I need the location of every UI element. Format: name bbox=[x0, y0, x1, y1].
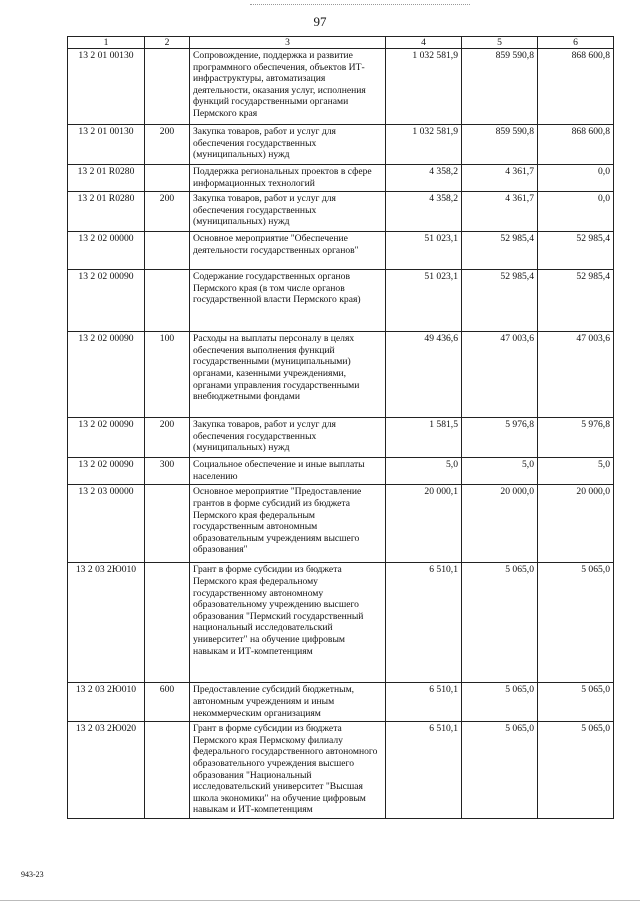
document-code: 943-23 bbox=[21, 870, 44, 879]
amount-year2-cell: 5 065,0 bbox=[462, 683, 538, 722]
amount-year3-cell: 5 065,0 bbox=[538, 683, 614, 722]
table-row bbox=[68, 485, 614, 563]
item-name-cell: Основное мероприятие "Обеспечение деятельности государственных органов" bbox=[190, 232, 386, 270]
table-row bbox=[68, 232, 614, 270]
amount-year2-cell: 4 361,7 bbox=[462, 192, 538, 232]
amount-year1-cell: 1 581,5 bbox=[386, 418, 462, 458]
amount-year3-cell: 47 003,6 bbox=[538, 332, 614, 418]
expense-type-cell: 200 bbox=[145, 418, 190, 458]
item-name-cell: Социальное обеспечение и иные выплаты населению bbox=[190, 458, 386, 485]
amount-year1-cell: 1 032 581,9 bbox=[386, 125, 462, 165]
item-name-cell: Предоставление субсидий бюджетным, автономным учреждениям и иным некоммерческим организациям bbox=[190, 683, 386, 722]
budget-code-cell: 13 2 01 00130 bbox=[68, 49, 145, 125]
amount-year1-cell: 6 510,1 bbox=[386, 683, 462, 722]
expense-type-cell bbox=[145, 232, 190, 270]
amount-year1-cell: 51 023,1 bbox=[386, 270, 462, 332]
amount-year3-cell: 20 000,0 bbox=[538, 485, 614, 563]
expense-type-cell: 200 bbox=[145, 125, 190, 165]
item-name-cell: Основное мероприятие "Предоставление грантов в форме субсидий из бюджета Пермского края федеральным государственным автономным образовательным учреждениям высшего образования" bbox=[190, 485, 386, 563]
budget-code-cell: 13 2 03 2Ю020 bbox=[68, 722, 145, 819]
table-row bbox=[68, 332, 614, 418]
budget-code-cell: 13 2 01 R0280 bbox=[68, 192, 145, 232]
column-header: 4 bbox=[386, 37, 462, 49]
item-name-cell: Поддержка региональных проектов в сфере информационных технологий bbox=[190, 165, 386, 192]
amount-year3-cell: 868 600,8 bbox=[538, 49, 614, 125]
table-row bbox=[68, 722, 614, 819]
amount-year1-cell: 49 436,6 bbox=[386, 332, 462, 418]
table-row bbox=[68, 125, 614, 165]
item-name-cell: Грант в форме субсидии из бюджета Пермского края федеральному государственному автономному образовательному учреждению высшего образования "Пермский государственный национальный исследовательский университет" на обучение цифровым навыкам и ИТ-компетенциям bbox=[190, 563, 386, 683]
column-header: 3 bbox=[190, 37, 386, 49]
amount-year3-cell: 5 976,8 bbox=[538, 418, 614, 458]
table-row bbox=[68, 563, 614, 683]
expense-type-cell: 600 bbox=[145, 683, 190, 722]
amount-year1-cell: 5,0 bbox=[386, 458, 462, 485]
budget-code-cell: 13 2 02 00090 bbox=[68, 270, 145, 332]
item-name-cell: Расходы на выплаты персоналу в целях обеспечения выполнения функций государственными (муниципальными) органами, казенными учреждениями, органами управления государственными внебюджетными фондами bbox=[190, 332, 386, 418]
budget-code-cell: 13 2 02 00090 bbox=[68, 418, 145, 458]
item-name-cell: Содержание государственных органов Пермского края (в том числе органов государственной власти Пермского края) bbox=[190, 270, 386, 332]
amount-year2-cell: 5 976,8 bbox=[462, 418, 538, 458]
column-header: 2 bbox=[145, 37, 190, 49]
expense-type-cell bbox=[145, 49, 190, 125]
budget-code-cell: 13 2 03 2Ю010 bbox=[68, 563, 145, 683]
budget-code-cell: 13 2 02 00000 bbox=[68, 232, 145, 270]
budget-code-cell: 13 2 03 00000 bbox=[68, 485, 145, 563]
table-row bbox=[68, 418, 614, 458]
table-row bbox=[68, 683, 614, 722]
item-name-cell: Сопровождение, поддержка и развитие программного обеспечения, объектов ИТ-инфраструктуры, автоматизация деятельности, оказания услуг, исполнения функций государственными органами Пермского края bbox=[190, 49, 386, 125]
amount-year3-cell: 868 600,8 bbox=[538, 125, 614, 165]
table-header-row bbox=[68, 37, 614, 49]
amount-year2-cell: 859 590,8 bbox=[462, 125, 538, 165]
amount-year1-cell: 6 510,1 bbox=[386, 722, 462, 819]
amount-year2-cell: 5 065,0 bbox=[462, 563, 538, 683]
table-row bbox=[68, 192, 614, 232]
expense-type-cell bbox=[145, 165, 190, 192]
column-header: 6 bbox=[538, 37, 614, 49]
column-header: 5 bbox=[462, 37, 538, 49]
expense-type-cell bbox=[145, 485, 190, 563]
table-row bbox=[68, 165, 614, 192]
expense-type-cell: 300 bbox=[145, 458, 190, 485]
amount-year3-cell: 5 065,0 bbox=[538, 563, 614, 683]
amount-year1-cell: 4 358,2 bbox=[386, 165, 462, 192]
budget-code-cell: 13 2 02 00090 bbox=[68, 332, 145, 418]
budget-code-cell: 13 2 01 R0280 bbox=[68, 165, 145, 192]
amount-year2-cell: 5 065,0 bbox=[462, 722, 538, 819]
amount-year2-cell: 47 003,6 bbox=[462, 332, 538, 418]
table-row bbox=[68, 270, 614, 332]
amount-year1-cell: 4 358,2 bbox=[386, 192, 462, 232]
table-row bbox=[68, 49, 614, 125]
scan-artifact bbox=[250, 0, 470, 5]
expense-type-cell bbox=[145, 563, 190, 683]
item-name-cell: Закупка товаров, работ и услуг для обеспечения государственных (муниципальных) нужд bbox=[190, 125, 386, 165]
expense-type-cell bbox=[145, 722, 190, 819]
amount-year2-cell: 52 985,4 bbox=[462, 232, 538, 270]
amount-year2-cell: 20 000,0 bbox=[462, 485, 538, 563]
amount-year1-cell: 20 000,1 bbox=[386, 485, 462, 563]
budget-code-cell: 13 2 02 00090 bbox=[68, 458, 145, 485]
amount-year1-cell: 1 032 581,9 bbox=[386, 49, 462, 125]
budget-code-cell: 13 2 03 2Ю010 bbox=[68, 683, 145, 722]
amount-year2-cell: 859 590,8 bbox=[462, 49, 538, 125]
expense-type-cell: 200 bbox=[145, 192, 190, 232]
amount-year1-cell: 6 510,1 bbox=[386, 563, 462, 683]
item-name-cell: Грант в форме субсидии из бюджета Пермского края Пермскому филиалу федерального государственного автономного образовательного учреждения высшего образования "Национальный исследовательский университет "Высшая школа экономики" на обучение цифровым навыкам и ИТ-компетенциям bbox=[190, 722, 386, 819]
amount-year2-cell: 4 361,7 bbox=[462, 165, 538, 192]
budget-table bbox=[67, 36, 614, 819]
expense-type-cell bbox=[145, 270, 190, 332]
budget-code-cell: 13 2 01 00130 bbox=[68, 125, 145, 165]
amount-year3-cell: 0,0 bbox=[538, 165, 614, 192]
table-row bbox=[68, 458, 614, 485]
item-name-cell: Закупка товаров, работ и услуг для обеспечения государственных (муниципальных) нужд bbox=[190, 418, 386, 458]
page-edge-line bbox=[0, 900, 640, 901]
amount-year3-cell: 5 065,0 bbox=[538, 722, 614, 819]
page-number: 97 bbox=[313, 14, 327, 29]
amount-year1-cell: 51 023,1 bbox=[386, 232, 462, 270]
item-name-cell: Закупка товаров, работ и услуг для обеспечения государственных (муниципальных) нужд bbox=[190, 192, 386, 232]
amount-year2-cell: 52 985,4 bbox=[462, 270, 538, 332]
amount-year3-cell: 52 985,4 bbox=[538, 270, 614, 332]
amount-year3-cell: 0,0 bbox=[538, 192, 614, 232]
amount-year2-cell: 5,0 bbox=[462, 458, 538, 485]
expense-type-cell: 100 bbox=[145, 332, 190, 418]
amount-year3-cell: 5,0 bbox=[538, 458, 614, 485]
amount-year3-cell: 52 985,4 bbox=[538, 232, 614, 270]
column-header: 1 bbox=[68, 37, 145, 49]
